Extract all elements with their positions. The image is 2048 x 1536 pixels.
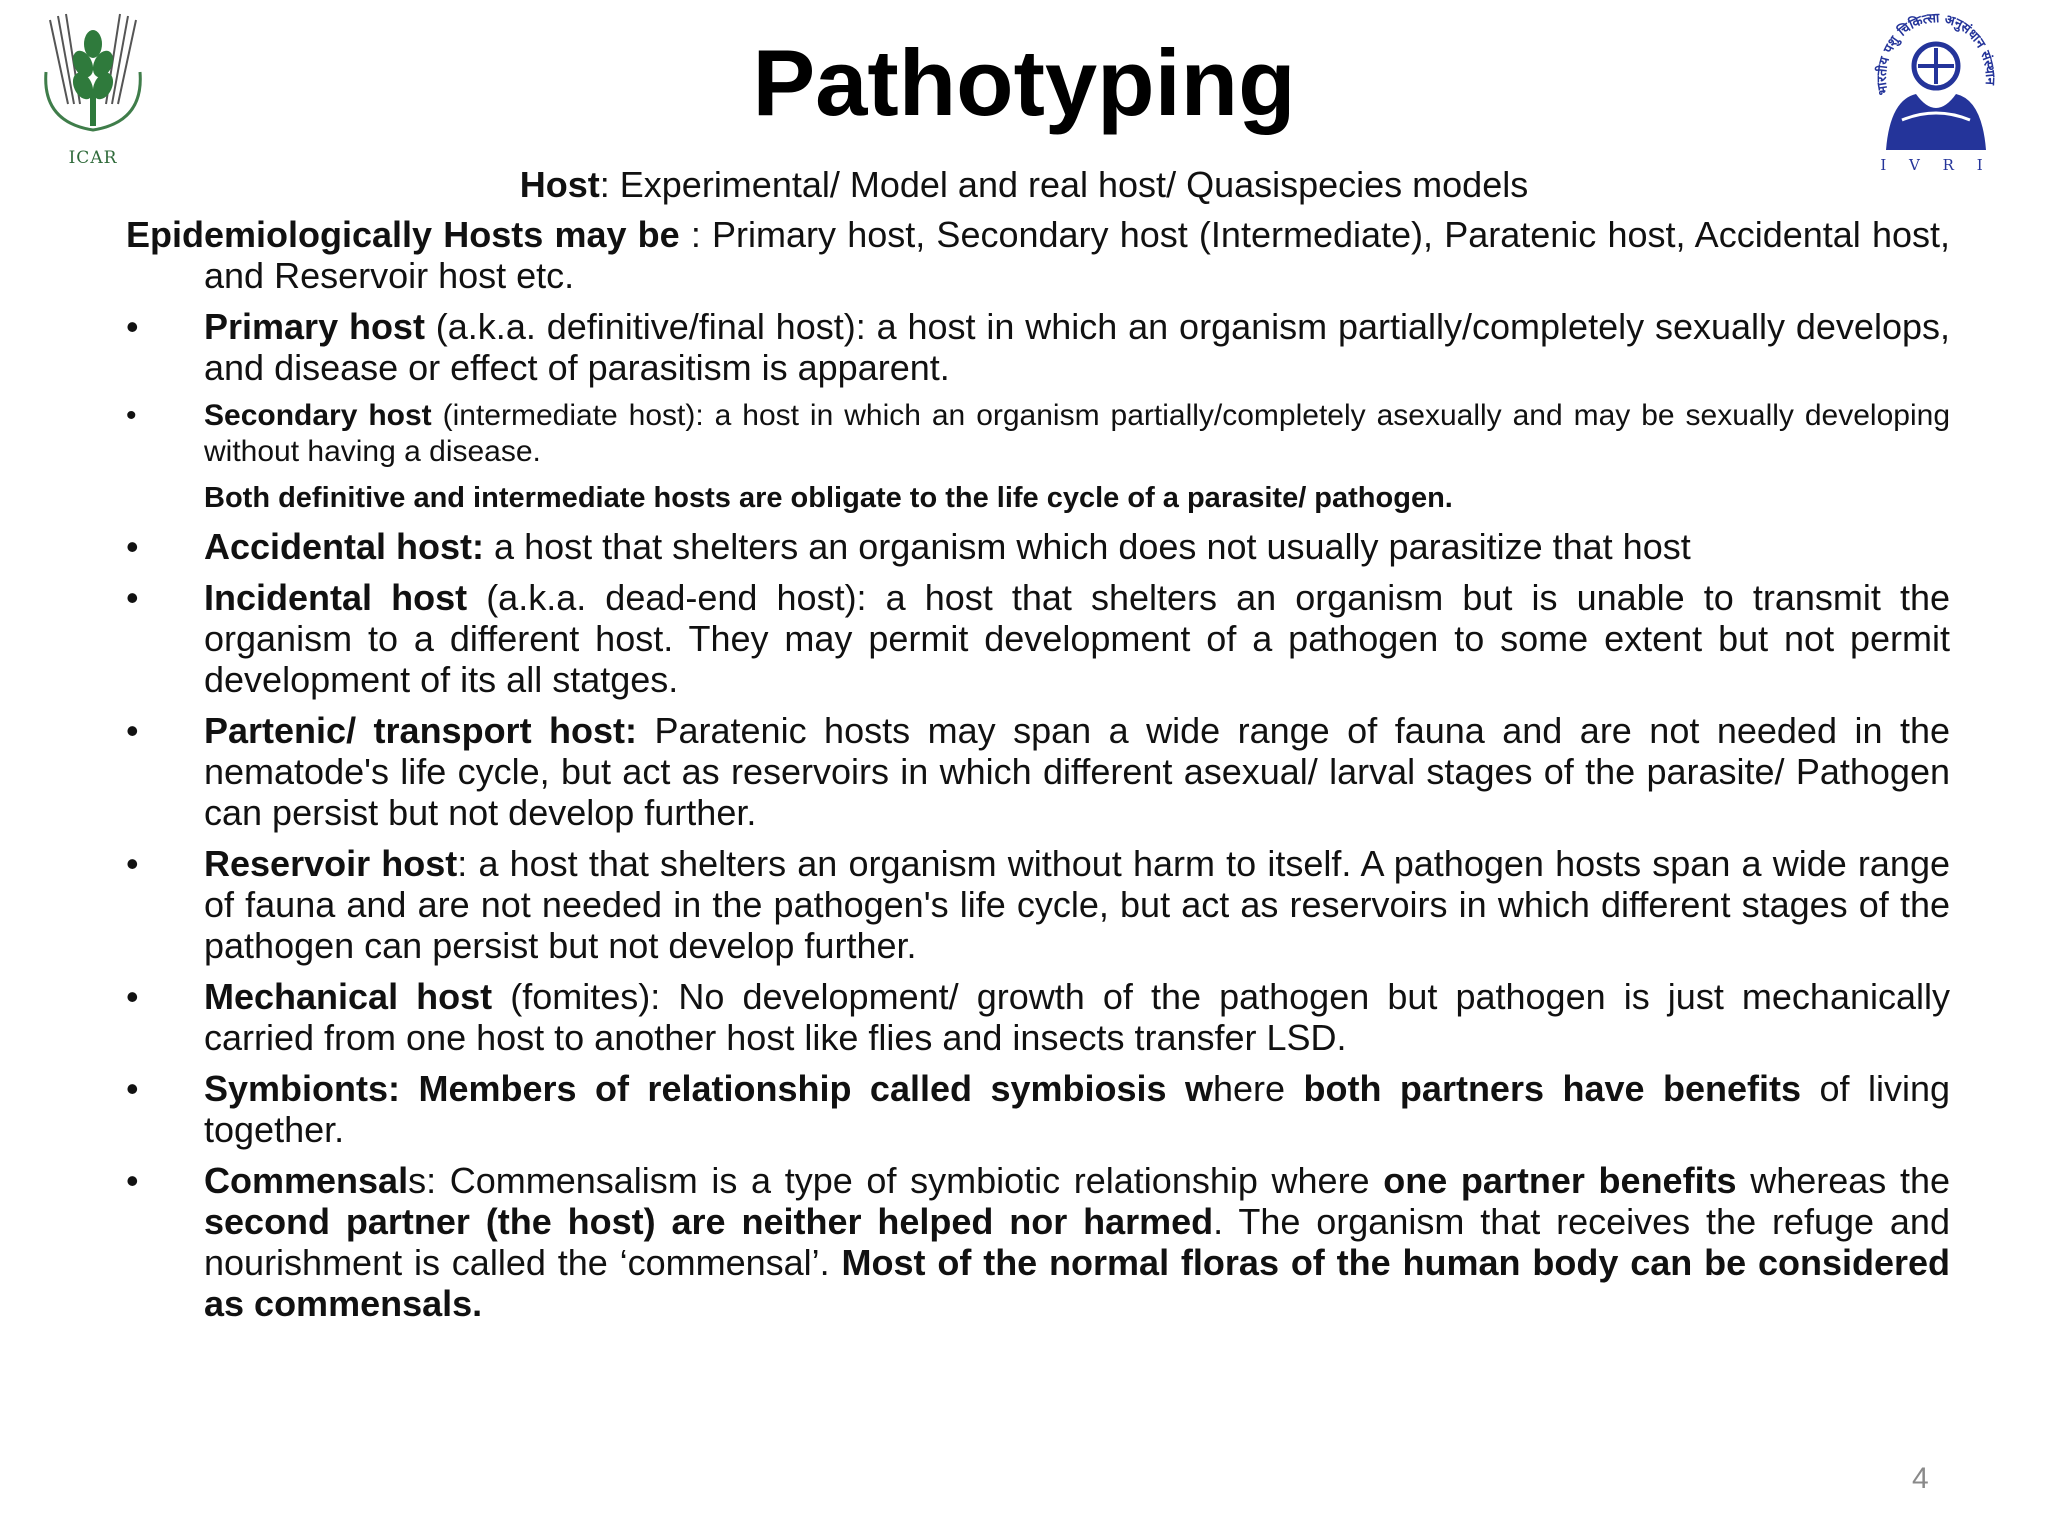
ivri-ring-text: भारतीय पशु चिकित्सा अनुसंधान संस्थान [1874,11,1998,96]
list-item-accidental-host [126,526,1950,567]
secondary-host-label: Secondary host [204,399,432,432]
icar-logo-label: ICAR [68,148,118,168]
commensals-label: Commensal [204,1160,409,1201]
reservoir-host-label: Reservoir host [204,843,458,884]
symbionts-emphasis: both partners have benefits [1303,1068,1801,1109]
commensals-emphasis-3: Most of the normal floras of the human body can be considered as commensals. [204,1242,1950,1324]
list-item-commensals [126,1160,1950,1324]
accidental-host-text: a host that shelters an organism which does not usually parasitize that host [484,526,1691,567]
bullet-icon: • [126,399,137,432]
symbionts-text: here [1213,1068,1304,1109]
list-item-partenic-host [126,710,1950,833]
obligate-hosts-note: Both definitive and intermediate hosts are obligate to the life cycle of a parasite/ pathogen. [204,482,1453,514]
subtitle-text: : Experimental/ Model and real host/ Quasispecies models [599,164,1529,205]
intro-paragraph [126,214,1950,296]
commensals-text-2: whereas the [1736,1160,1951,1201]
primary-host-label: Primary host [204,306,425,347]
commensals-text-1: s: Commensalism is a type of symbiotic relationship where [408,1160,1384,1201]
secondary-host-text: (intermediate host): a host in which an organism partially/completely asexually and may be sexually developing without having a disease. [204,399,1950,468]
bullet-icon: • [126,710,139,751]
list-item-primary-host [126,306,1950,388]
subtitle [0,164,2048,205]
partenic-host-text: Paratenic hosts may span a wide range of fauna and are not needed in the nematode's life cycle, but act as reservoirs in which different asexual/ larval stages of the parasite/ Pathogen can persist but not develop further. [204,710,1950,833]
incidental-host-label: Incidental host [204,577,468,618]
bullet-icon: • [126,1160,139,1201]
slide-title: Pathotyping [752,30,1296,135]
bullet-icon: • [126,843,139,884]
bullet-icon: • [126,306,139,347]
bullet-icon: • [126,577,139,618]
accidental-host-label: Accidental host: [204,526,485,567]
intro-label: Epidemiologically Hosts may be [126,214,680,255]
list-item-reservoir-host [126,843,1950,966]
list-item-symbionts [126,1068,1950,1150]
mechanical-host-label: Mechanical host [204,976,493,1017]
partenic-host-label: Partenic/ transport host: [204,710,638,751]
bullet-icon: • [126,1068,139,1109]
bullet-icon: • [126,976,139,1017]
commensals-emphasis-1: one partner benefits [1383,1160,1737,1201]
primary-host-text: (a.k.a. definitive/final host): a host in which an organism partially/completely sexually develops, and disease or effect of parasitism is apparent. [204,306,1950,388]
list-item-mechanical-host [126,976,1950,1058]
mechanical-host-text: (fomites): No development/ growth of the pathogen but pathogen is just mechanically carried from one host to another host like flies and insects transfer LSD. [204,976,1951,1058]
symbionts-label: Symbionts: Members of relationship called symbiosis w [204,1068,1213,1109]
commensals-emphasis-2: second partner (the host) are neither helped nor harmed [204,1201,1214,1242]
incidental-host-text: (a.k.a. dead-end host): a host that shelters an organism but is unable to transmit the organism to a different host. They may permit development of a pathogen to some extent but not permit development of its all statges. [204,577,1950,700]
commensals-text-3: . The organism that receives the refuge and nourishment is called the ‘commensal’. [204,1201,1950,1283]
ivri-logo-label: I V R I [1880,156,1992,174]
bullet-icon: • [126,526,139,567]
list-item-secondary-host [126,398,1950,470]
page-number: 4 [1912,1462,1929,1495]
symbionts-text-end: of living together. [204,1068,1950,1150]
reservoir-host-text: : a host that shelters an organism without harm to itself. A pathogen hosts span a wide range of fauna and are not needed in the pathogen's life cycle, but act as reservoirs in which different stages of the pathogen can persist but not develop further. [204,843,1950,966]
list-item-incidental-host [126,577,1950,700]
intro-text: : Primary host, Secondary host (Intermediate), Paratenic host, Accidental host, and Reservoir host etc. [204,214,1950,296]
subtitle-label: Host [519,164,600,205]
slide-content [126,214,1950,1334]
